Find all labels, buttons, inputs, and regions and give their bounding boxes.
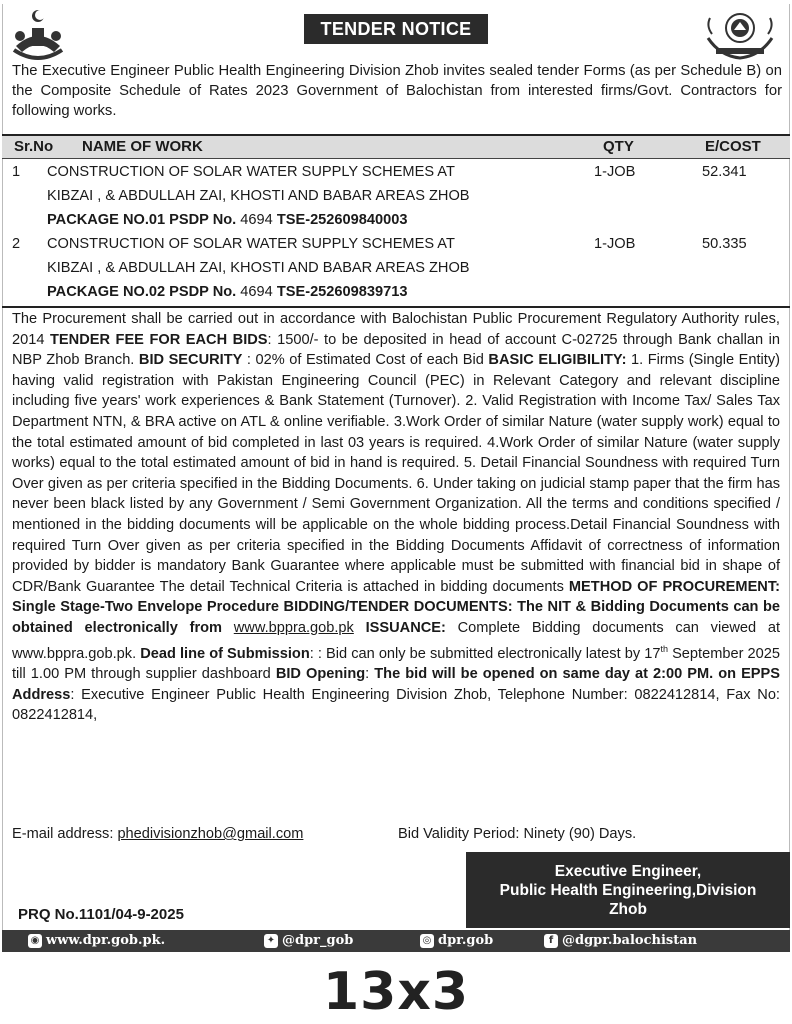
row-sr: 1 xyxy=(12,164,21,180)
row-psdp: 4694 xyxy=(240,212,273,228)
col-qty: QTY xyxy=(603,138,634,155)
footer-web-text[interactable]: www.dpr.gob.pk. xyxy=(46,933,166,948)
body-text-3: : 02% of Estimated Cost of each Bid xyxy=(242,352,489,369)
eligibility-heading: BASIC ELIGIBILITY: xyxy=(488,352,627,369)
footer-twitter xyxy=(264,933,353,948)
email-label: E-mail address: xyxy=(12,826,118,842)
bid-opening-heading: BID Opening xyxy=(275,665,366,682)
phe-department-emblem-icon xyxy=(700,8,780,62)
twitter-icon: ✦ xyxy=(264,934,278,948)
footer-instagram-text[interactable]: dpr.gob xyxy=(438,933,494,948)
footer-facebook-text[interactable]: @dgpr.balochistan xyxy=(562,933,698,948)
date-suffix: th xyxy=(660,643,668,654)
balochistan-emblem-icon xyxy=(8,6,68,62)
row-package-label: PACKAGE NO.02 PSDP No. xyxy=(47,284,237,300)
row-package-label: PACKAGE NO.01 PSDP No. xyxy=(47,212,237,228)
body-text-9: : Executive Engineer Public Health Engineering Division Zhob, Telephone Number: 0822412814, Fax No: 0822412814, xyxy=(12,686,780,724)
tender-conditions xyxy=(12,309,780,726)
signature-line: Executive Engineer, xyxy=(554,862,702,880)
row-work-line: CONSTRUCTION OF SOLAR WATER SUPPLY SCHEMES AT xyxy=(47,164,455,180)
row-cost: 50.335 xyxy=(702,236,747,252)
table-divider xyxy=(2,306,790,308)
footer-facebook xyxy=(544,933,697,948)
row-sr: 2 xyxy=(12,236,21,252)
body-text-6: : : Bid can only be submitted electronically latest by 17 xyxy=(309,645,661,662)
prq-number: PRQ No.1101/04-9-2025 xyxy=(18,906,184,923)
social-footer xyxy=(2,930,790,952)
col-cost: E/COST xyxy=(705,138,761,155)
row-tse: TSE-252609840003 xyxy=(276,212,408,228)
works-table-header xyxy=(2,134,790,159)
row-tse: TSE-252609839713 xyxy=(276,284,408,300)
body-text-2: : 1500/- to be deposited in head of account C-02725 through Bank challan in NBP Zhob Branch. xyxy=(12,331,780,369)
footer-twitter-text[interactable]: @dpr_gob xyxy=(282,933,354,948)
signature-line: Public Health Engineering,Division xyxy=(499,881,757,899)
instagram-icon: ◎ xyxy=(420,934,434,948)
col-name-of-work: NAME OF WORK xyxy=(82,138,203,155)
row-qty: 1-JOB xyxy=(594,236,636,252)
row-cost: 52.341 xyxy=(702,164,747,180)
ad-size-label: 13x3 xyxy=(322,962,470,1022)
row-work-line: CONSTRUCTION OF SOLAR WATER SUPPLY SCHEMES AT xyxy=(47,236,455,252)
row-package xyxy=(47,208,567,232)
intro-paragraph: The Executive Engineer Public Health Engineering Division Zhob invites sealed tender Forms (as per Schedule B) on the Composite Schedule of Rates 2023 Government of Balochistan from interested firms/Govt. Contractors for following works. xyxy=(12,63,782,119)
notice-title: TENDER NOTICE xyxy=(304,14,488,44)
row-work-line: KIBZAI , & ABDULLAH ZAI, KHOSTI AND BABAR AREAS ZHOB xyxy=(47,260,470,276)
col-sr: Sr.No xyxy=(14,138,54,155)
deadline-heading: Dead line of Submission xyxy=(140,645,310,662)
globe-icon: ◉ xyxy=(28,934,42,948)
bid-opening-detail: The bid will be opened on same day at 2:00 PM. on EPPS Address xyxy=(12,665,781,703)
body-text-4: 1. Firms (Single Entity) having valid registration with Pakistan Engineering Council (PEC) in Relevant Category and relevant discipline including five years' work experiences & Bank Statement (Turnover). 2. Valid Registration with Income Tax/ Sales Tax Department NTN, & BRA active on ATL & online verifiable. 3.Work Order of similar Nature (water supply work) equal to the total estimated amount of bid completed in last 03 years is required. 4.Work Order of similar Nature (water supply works) equal to the total estimated amount of bid in hand is required. 5. Detail Financial Soundness with required Turn Over given as per criteria specified in the Bidding Documents. 6. Under taking on judicial stamp paper that the firm has never been black listed by any Government / Semi Government Organization. All the terms and conditions specified / mentioned in the bidding documents will be applicable on the whole bidding process.Detail Financial Soundness with required Turn Over given as per criteria specified in the Bidding Documents Affidavit of correctness of information provided by bidder is mandatory Bank Guarantee where applicable must be submitted with financial bid in shape of CDR/Bank Guarantee The detail Technical Criteria is attached in bidding documents xyxy=(12,352,781,595)
row-qty: 1-JOB xyxy=(594,164,636,180)
row-work xyxy=(47,160,567,232)
bppra-link[interactable]: www.bppra.gob.pk xyxy=(233,619,354,636)
bid-security-heading: BID SECURITY xyxy=(138,352,243,369)
footer-web xyxy=(28,933,165,948)
bid-validity: Bid Validity Period: Ninety (90) Days. xyxy=(398,826,637,842)
facebook-icon: f xyxy=(544,934,558,948)
tender-fee-heading: TENDER FEE FOR EACH BIDS xyxy=(50,331,268,348)
row-work xyxy=(47,232,567,304)
body-text-7: September 2025 till 1.00 PM through supplier dashboard xyxy=(12,645,780,682)
body-text-5: Complete Bidding documents can viewed at www.bppra.gob.pk. xyxy=(12,619,781,662)
footer-instagram xyxy=(420,933,493,948)
row-work-line: KIBZAI , & ABDULLAH ZAI, KHOSTI AND BABAR AREAS ZHOB xyxy=(47,188,470,204)
signature-block xyxy=(466,852,790,928)
row-package xyxy=(47,280,567,304)
signature-line: Zhob xyxy=(609,900,647,918)
email-link[interactable]: phedivisionzhob@gmail.com xyxy=(117,826,304,842)
method-heading: METHOD OF PROCUREMENT: Single Stage-Two Envelope Procedure BIDDING/TENDER DOCUMENTS: The NIT & Bidding Documents can be obtained electronically from xyxy=(12,578,781,636)
contact-line xyxy=(12,826,782,842)
row-psdp: 4694 xyxy=(240,284,273,300)
body-text-1: The Procurement shall be carried out in accordance with Balochistan Public Procurement Regulatory Authority rules, 2014 xyxy=(12,311,780,348)
body-text-8: : xyxy=(365,665,375,682)
issuance-heading: ISSUANCE: xyxy=(353,619,446,636)
